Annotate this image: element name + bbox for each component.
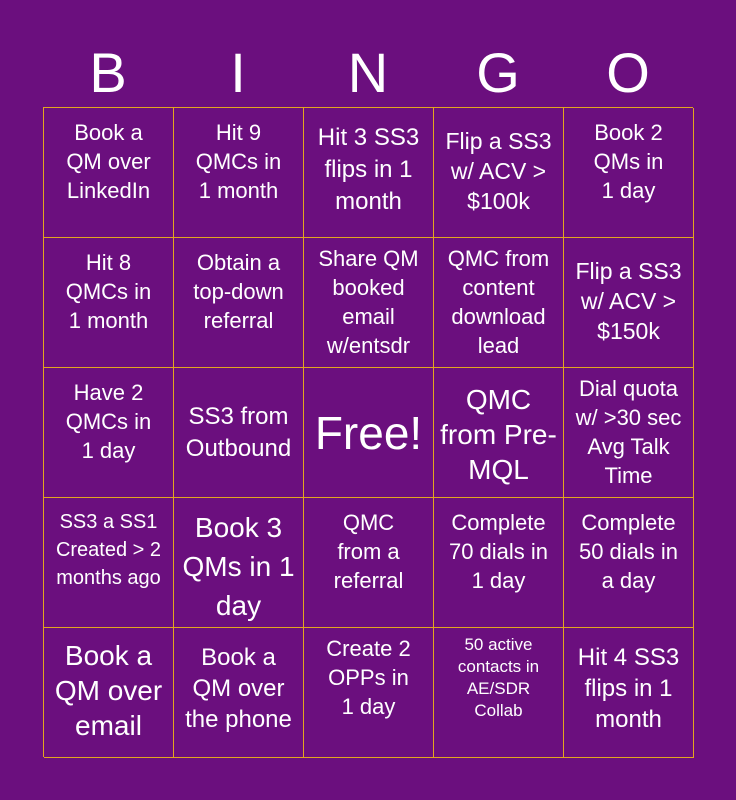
header-letter-n: N: [347, 41, 389, 104]
bingo-cell[interactable]: [564, 628, 694, 758]
bingo-cell[interactable]: [304, 628, 434, 758]
cell-text: Book a QM over the phone: [185, 644, 292, 733]
bingo-cell[interactable]: [434, 368, 564, 498]
cell-text: QMC from content download lead: [447, 246, 550, 358]
bingo-cell[interactable]: [44, 628, 174, 758]
header-letter-b: B: [89, 41, 127, 104]
cell-text: 50 active contacts in AE/SDR Collab: [457, 635, 540, 720]
cell-text: Dial quota w/ >30 sec Avg Talk Time: [575, 376, 682, 488]
cell-text: Book a QM over LinkedIn: [66, 120, 151, 203]
bingo-cell[interactable]: [44, 238, 174, 368]
bingo-cell[interactable]: [564, 368, 694, 498]
bingo-cell[interactable]: [44, 368, 174, 498]
cell-text: Hit 4 SS3 flips in 1 month: [577, 644, 680, 733]
bingo-cell[interactable]: [304, 238, 434, 368]
cell-text: SS3 a SS1 Created > 2 months ago: [55, 511, 162, 589]
bingo-cell[interactable]: [174, 238, 304, 368]
bingo-board: [43, 107, 693, 757]
cell-text: QMC from Pre-MQL: [440, 384, 557, 485]
bingo-cell[interactable]: [174, 498, 304, 628]
free-space-text: Free!: [314, 406, 423, 459]
bingo-cell[interactable]: [564, 238, 694, 368]
header-letter-i: I: [230, 41, 246, 104]
bingo-cell[interactable]: [174, 368, 304, 498]
bingo-cell[interactable]: [44, 498, 174, 628]
cell-text: Flip a SS3 w/ ACV > $100k: [445, 128, 552, 214]
bingo-header: [43, 40, 693, 106]
bingo-cell[interactable]: [304, 108, 434, 238]
bingo-cell[interactable]: [304, 498, 434, 628]
header-letter-o: O: [606, 41, 650, 104]
cell-text: Obtain a top-down referral: [193, 250, 284, 333]
bingo-cell free-space[interactable]: [304, 368, 434, 498]
cell-text: Have 2 QMCs in 1 day: [65, 380, 152, 463]
cell-text: Book 3 QMs in 1 day: [182, 512, 295, 621]
bingo-cell[interactable]: [434, 628, 564, 758]
bingo-cell[interactable]: [434, 498, 564, 628]
bingo-cell[interactable]: [564, 108, 694, 238]
cell-text: Share QM booked email w/entsdr: [318, 246, 419, 358]
cell-text: Hit 9 QMCs in 1 month: [195, 120, 282, 203]
bingo-cell[interactable]: [564, 498, 694, 628]
cell-text: SS3 from Outbound: [185, 402, 292, 462]
cell-text: Complete 50 dials in a day: [578, 510, 679, 593]
bingo-cell[interactable]: [174, 108, 304, 238]
cell-text: Hit 8 QMCs in 1 month: [65, 250, 152, 333]
cell-text: Book a QM over email: [54, 640, 163, 741]
cell-text: QMC from a referral: [333, 510, 404, 593]
cell-text: Flip a SS3 w/ ACV > $150k: [575, 258, 682, 344]
cell-text: Complete 70 dials in 1 day: [448, 510, 549, 593]
bingo-cell[interactable]: [434, 238, 564, 368]
bingo-cell[interactable]: [174, 628, 304, 758]
header-letter-g: G: [476, 41, 520, 104]
cell-text: Hit 3 SS3 flips in 1 month: [317, 124, 420, 215]
bingo-cell[interactable]: [44, 108, 174, 238]
bingo-cell[interactable]: [434, 108, 564, 238]
cell-text: Create 2 OPPs in 1 day: [326, 636, 411, 719]
cell-text: Book 2 QMs in 1 day: [593, 120, 664, 203]
